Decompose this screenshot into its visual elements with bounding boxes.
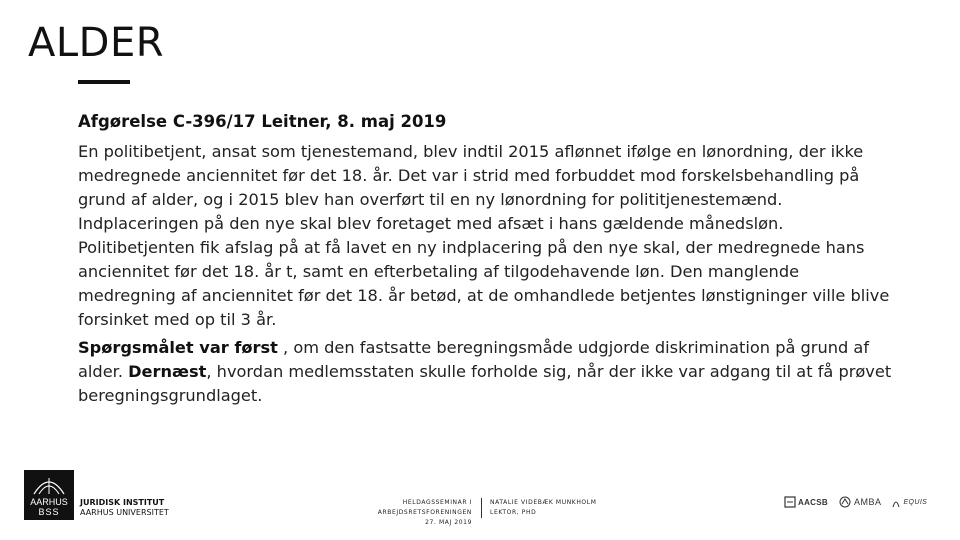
aarhus-bss-logo xyxy=(24,470,74,520)
author-info xyxy=(490,498,596,518)
equis-emblem-icon xyxy=(891,496,901,508)
aacsb-logo xyxy=(784,496,828,508)
equis-text: EQUIS xyxy=(903,498,928,506)
aacsb-text: AACSB xyxy=(798,497,828,507)
slide-content xyxy=(78,110,893,412)
aacsb-emblem-icon xyxy=(784,496,796,508)
amba-emblem-icon xyxy=(838,496,852,508)
university-seal-icon xyxy=(32,474,66,496)
question-paragraph xyxy=(78,336,893,408)
footer-divider xyxy=(481,498,482,518)
university-name: AARHUS UNIVERSITET xyxy=(80,508,169,517)
logo-text-aarhus: AARHUS xyxy=(30,497,68,507)
title-underline xyxy=(78,80,130,84)
case-summary-paragraph: En politibetjent, ansat som tjenestemand, blev indtil 2015 aflønnet ifølge en lønordning, der ikke medregnede anciennitet før det 18. år. Det var i strid med forbuddet mod forskelsbehandling på grund af alder, og i 2015 blev han overført til en ny lønordning for polititjenestemænd. Indplaceringen på den nye skal blev foretaget med afsæt i hans gældende månedsløn. Politibetjenten fik afslag på at få lavet en ny indplacering på den nye skal, der medregnede hans anciennitet før det 18. år t, samt en efterbetaling af tilgodehavende løn. Den manglende medregning af anciennitet før det 18. år betød, at de omhandlede betjentes lønstigninger ville blive forsinket med op til 3 år. xyxy=(78,142,890,329)
question-lead-bold: Spørgsmålet var først xyxy=(78,338,278,357)
accreditation-logos xyxy=(784,496,927,508)
question-next-bold: Dernæst xyxy=(128,362,207,381)
logo-text-bss: BSS xyxy=(38,507,60,517)
institution-block xyxy=(80,498,169,518)
author-title: LEKTOR, PHD xyxy=(490,509,537,516)
event-name: HELDAGSSEMINAR I ARBEJDSRETSFORENINGEN xyxy=(377,499,472,516)
event-date: 27. MAJ 2019 xyxy=(425,519,472,526)
question-text-1: , om den fastsatte beregningsmåde udgjorde diskrimination på grund af alder. xyxy=(78,338,870,381)
equis-logo xyxy=(891,496,927,508)
slide-title: ALDER xyxy=(28,20,165,66)
case-heading: Afgørelse C-396/17 Leitner, 8. maj 2019 xyxy=(78,112,447,131)
event-info xyxy=(316,498,472,528)
amba-logo xyxy=(838,496,882,508)
author-name: NATALIE VIDEBÆK MUNKHOLM xyxy=(490,499,597,506)
amba-text: AMBA xyxy=(853,497,882,507)
institute-name: JURIDISK INSTITUT xyxy=(80,498,165,507)
footer xyxy=(0,468,960,540)
question-text-2: , hvordan medlemsstaten skulle forholde sig, når der ikke var adgang til at få prøvet beregningsgrundlaget. xyxy=(78,362,892,405)
